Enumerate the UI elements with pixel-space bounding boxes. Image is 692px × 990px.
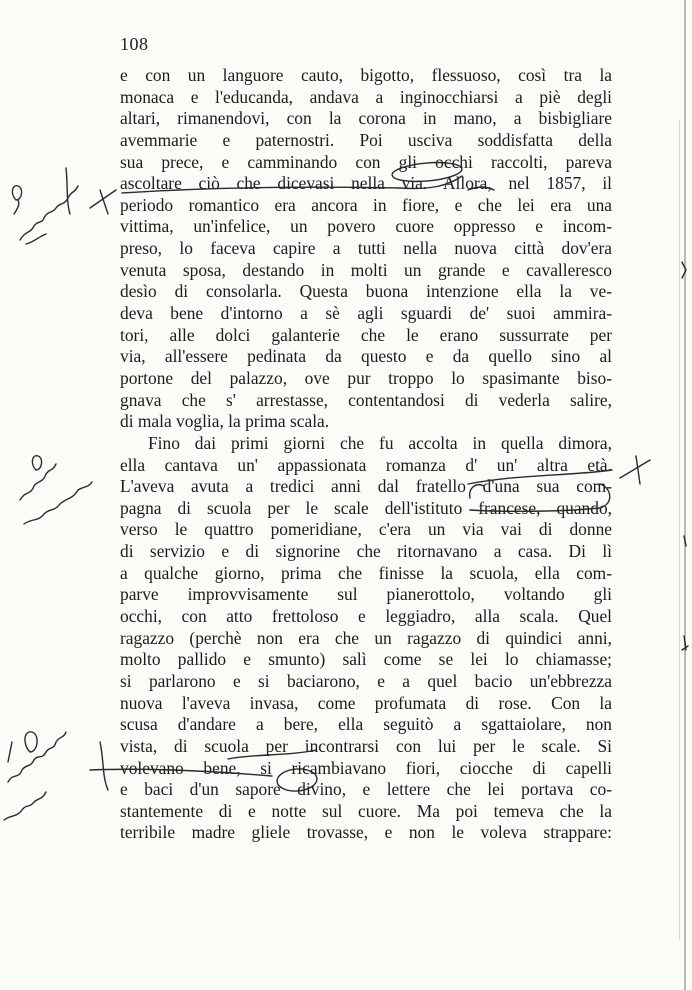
plus-mark-dimora xyxy=(620,456,650,484)
page-edge xyxy=(684,0,686,990)
margin-o-middle xyxy=(32,456,41,470)
text-line: preso, lo faceva capire a tutti nella nuova città dov'era xyxy=(120,238,612,259)
text-line: di servizio e di signorine che ritornavano a casa. Di lì xyxy=(120,541,612,562)
text-line: di mala voglia, la prima scala. xyxy=(120,411,330,432)
text-line: altari, rimanendovi, con la corona in mano, a bisbigliare xyxy=(120,108,612,129)
text-line: avemmarie e paternostri. Poi usciva soddisfatta della xyxy=(120,129,612,150)
text-line: vista, di scuola per incontrarsi con lui per le scale. Si xyxy=(120,735,612,756)
margin-word-middle xyxy=(20,464,92,524)
text-line: parve improvvisamente sul pianerottolo, voltando gli xyxy=(120,584,612,605)
text-line: a qualche giorno, prima che finisse la scuola, ella com- xyxy=(120,562,612,583)
text-line: volevano bene, si ricambiavano fiori, ciocche di capelli xyxy=(120,757,612,778)
text-line: ella cantava un' appassionata romanza d' un' altra età. xyxy=(120,454,612,475)
text-line: venuta sposa, destando in molti un grande e cavalleresco xyxy=(120,259,612,280)
text-line: via, all'essere pedinata da questo e da quello sino al xyxy=(120,346,612,367)
margin-o-lower xyxy=(25,732,37,752)
page-edge-shadow xyxy=(679,120,680,940)
text-line: verso le quattro pomeridiane, c'era un via vai di donne xyxy=(120,519,612,540)
text-line: e con un languore cauto, bigotto, flessuoso, così tra la xyxy=(120,65,612,85)
text-line: L'aveva avuta a tredici anni dal fratello d'una sua com- xyxy=(120,476,612,497)
margin-word-upper xyxy=(14,186,78,244)
text-line: tori, alle dolci galanterie che le erano sussurrate per xyxy=(120,324,612,345)
margin-stroke-lower xyxy=(100,742,108,790)
text-line: scusa d'andare a bere, ella seguitò a sgattaiolare, non xyxy=(120,714,612,735)
text-line: vittima, un'infelice, un povero cuore oppresso e incom- xyxy=(120,216,612,237)
text-line: portone del palazzo, ove pur troppo lo spasimante biso- xyxy=(120,367,612,388)
text-line: stantemente di e notte sul cuore. Ma poi temeva che la xyxy=(120,800,612,821)
text-line: occhi, con atto frettoloso e leggiadro, alla scala. Quel xyxy=(120,606,612,627)
margin-plus-upper xyxy=(90,190,116,214)
text-line: ascoltare ciò che dicevasi nella via. Allora, nel 1857, il xyxy=(120,173,612,194)
margin-o-upper xyxy=(12,186,21,200)
text-line: terribile madre gliele trovasse, e non le voleva strappare: xyxy=(120,822,612,843)
body-text xyxy=(120,65,612,844)
text-line: gnava che s' arrestasse, contentandosi di vederla salire, xyxy=(120,389,612,410)
text-line: sua prece, e camminando con gli occhi raccolti, pareva xyxy=(120,151,612,172)
text-line: nuova l'aveva invasa, come profumata di rose. Con la xyxy=(120,692,612,713)
margin-word-lower xyxy=(4,732,66,820)
text-line: desìo di consolarla. Questa buona intenzione ella la ve- xyxy=(120,281,612,302)
text-line: molto pallido e smunto) salì come se lei lo chiamasse; xyxy=(120,649,612,670)
text-line: ragazzo (perchè non era che un ragazzo di quindici anni, xyxy=(120,627,612,648)
text-line: Fino dai primi giorni che fu accolta in quella dimora, xyxy=(148,432,612,453)
text-line: si parlarono e si baciarono, e a quel bacio un'ebbrezza xyxy=(120,670,612,691)
text-line: pagna di scuola per le scale dell'istituto francese, quando, xyxy=(120,497,612,518)
text-line: deva bene d'intorno a sè agli sguardi de' suoi ammira- xyxy=(120,303,612,324)
text-line: periodo romantico era ancora in fiore, e che lei era una xyxy=(120,194,612,215)
text-line: monaca e l'educanda, andava a inginocchiarsi a piè degli xyxy=(120,86,612,107)
margin-stroke-upper xyxy=(66,168,70,214)
page-number: 108 xyxy=(120,34,149,54)
text-line: e baci d'un sapore divino, e lettere che lei portava co- xyxy=(120,779,612,800)
